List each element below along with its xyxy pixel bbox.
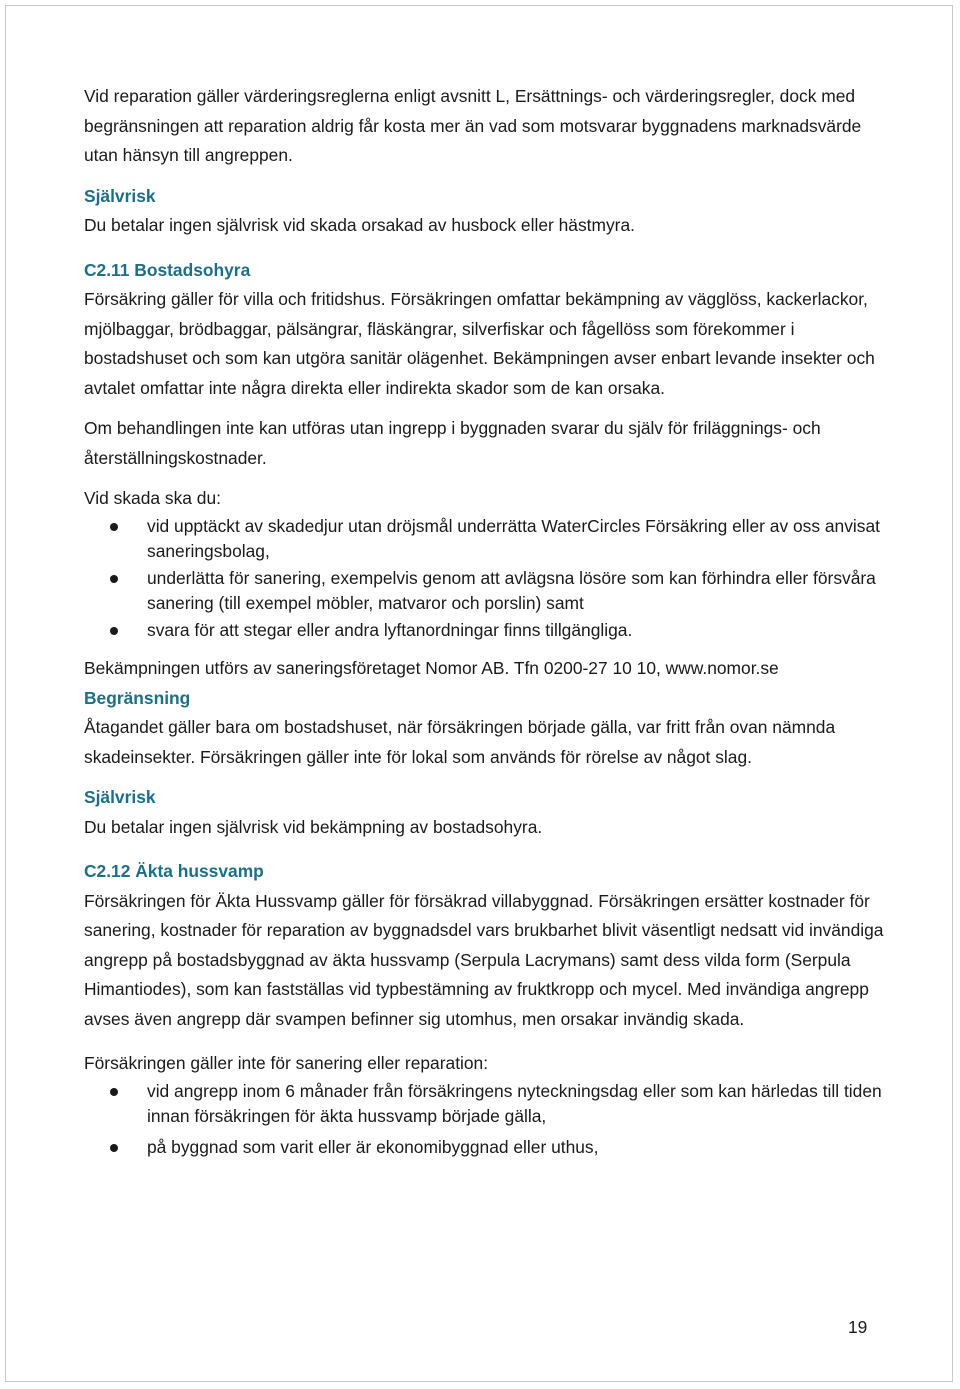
list-item	[84, 1079, 884, 1130]
paragraph: Vid reparation gäller värderingsreglerna enligt avsnitt L, Ersättnings- och värderingsregler, dock med begränsningen att reparation aldrig får kosta mer än vad som motsvarar byggnadens marknadsvärde utan hänsyn till angreppen.	[84, 86, 862, 165]
section-heading-bostadsohyra: C2.11 Bostadsohyra	[84, 259, 251, 280]
bullet-list-vid-skada	[84, 514, 884, 644]
paragraph: Du betalar ingen självrisk vid skada orsakad av husbock eller hästmyra.	[84, 215, 635, 235]
section-heading-sjalvrisk: Självrisk	[84, 185, 156, 206]
list-item-text: vid angrepp inom 6 månader från försäkringens nyteckningsdag eller som kan härledas till tiden innan försäkringen för äkta hussvamp började gälla,	[147, 1080, 882, 1126]
list-item	[84, 1135, 884, 1161]
document-body	[84, 82, 884, 1161]
bullet-icon	[110, 1088, 118, 1096]
list-item	[84, 618, 884, 644]
bullet-icon	[110, 1144, 118, 1152]
paragraph: Åtagandet gäller bara om bostadshuset, när försäkringen började gälla, var fritt från ovan nämnda skadeinsekter. Försäkringen gäller inte för lokal som används för rörelse av något slag.	[84, 717, 836, 767]
paragraph: Försäkringen för Äkta Hussvamp gäller för försäkrad villabyggnad. Försäkringen ersätter kostnader för sanering, kostnader för reparation av byggnadsdel vars brukbarhet blivit väsentligt nedsatt vid invändiga angrepp på bostadsbyggnad av äkta hussvamp (Serpula Lacrymans) samt dess vilda form (Serpula Himantiodes), som kan fastställas vid typbestämning av fruktkropp och mycel. Med invändiga angrepp avses även angrepp där svampen befinner sig utomhus, men orsakar invändig skada.	[84, 890, 884, 1029]
paragraph: Försäkring gäller för villa och fritidshus. Försäkringen omfattar bekämpning av vägglöss, kackerlackor, mjölbaggar, brödbaggar, pälsängrar, fläskängrar, silverfiskar och fågellöss som förekommer i bostadshuset och som kan utgöra sanitär olägenhet. Bekämpningen avser enbart levande insekter och avtalet omfattar inte några direkta eller indirekta skador som de kan orsaka.	[84, 289, 875, 398]
bullet-icon	[110, 523, 118, 531]
list-item	[84, 514, 884, 565]
list-item	[84, 566, 884, 617]
paragraph: Vid skada ska du:	[84, 488, 221, 508]
page-number: 19	[848, 1317, 868, 1337]
list-item-text: svara för att stegar eller andra lyftanordningar finns tillgängliga.	[147, 619, 633, 640]
bullet-list-undantag	[84, 1079, 884, 1161]
paragraph: Om behandlingen inte kan utföras utan ingrepp i byggnaden svarar du själv för friläggnings- och återställningskostnader.	[84, 418, 821, 468]
list-item-text: på byggnad som varit eller är ekonomibyggnad eller uthus,	[147, 1136, 599, 1157]
list-item-text: underlätta för sanering, exempelvis genom att avlägsna lösöre som kan förhindra eller försvåra sanering (till exempel möbler, matvaror och porslin) samt	[147, 567, 876, 613]
section-heading-sjalvrisk: Självrisk	[84, 787, 156, 807]
paragraph: Bekämpningen utförs av saneringsföretaget Nomor AB. Tfn 0200-27 10 10, www.nomor.se	[84, 658, 779, 678]
bullet-icon	[110, 627, 118, 635]
bullet-icon	[110, 575, 118, 583]
paragraph: Du betalar ingen självrisk vid bekämpning av bostadsohyra.	[84, 816, 543, 837]
paragraph: Försäkringen gäller inte för sanering eller reparation:	[84, 1053, 489, 1073]
list-item-text: vid upptäckt av skadedjur utan dröjsmål underrätta WaterCircles Försäkring eller av oss anvisat saneringsbolag,	[147, 515, 880, 561]
section-heading-begransning: Begränsning	[84, 687, 191, 708]
section-heading-akta-hussvamp: C2.12 Äkta hussvamp	[84, 861, 264, 881]
